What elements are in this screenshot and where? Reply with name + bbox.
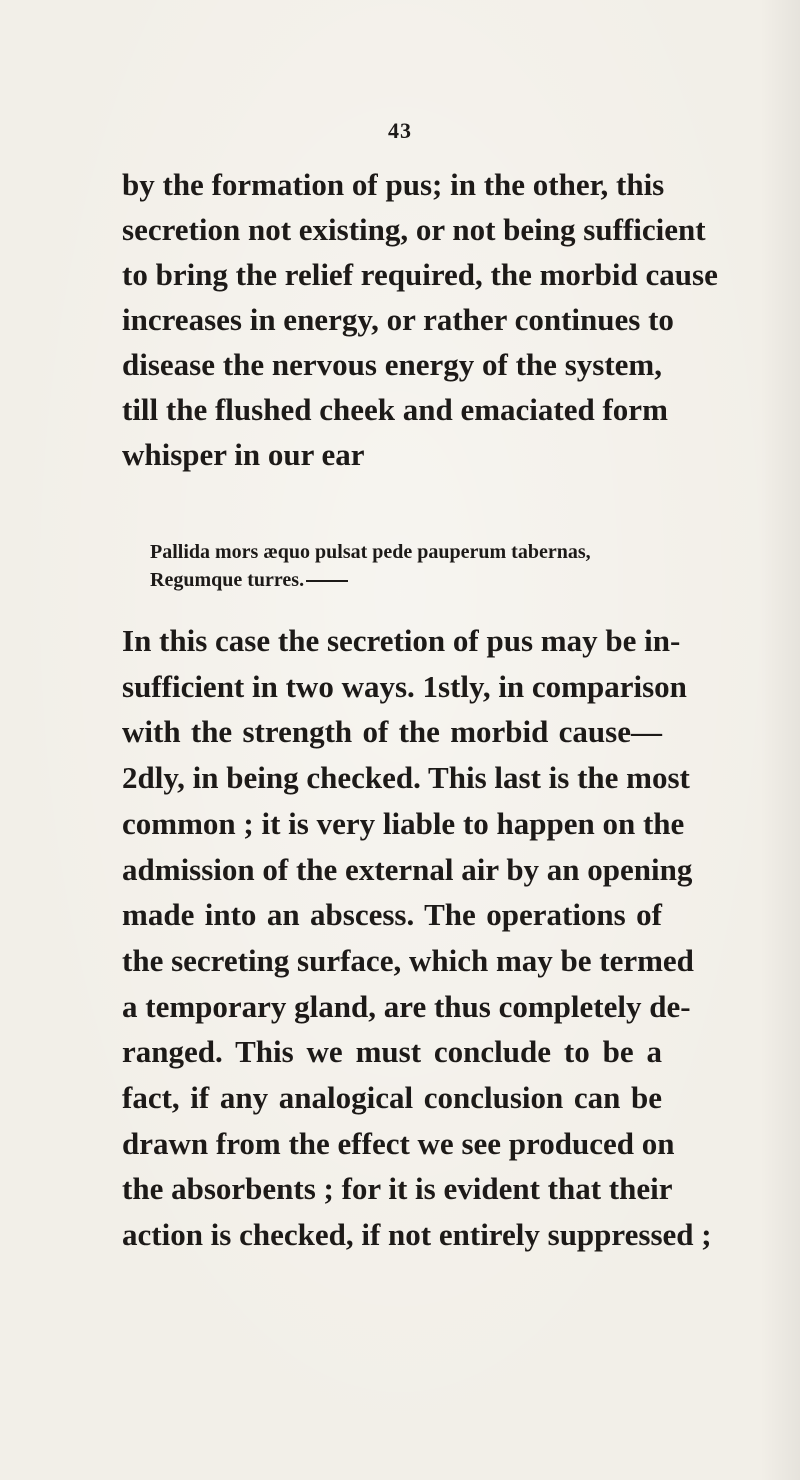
text-line: whisper in our ear — [122, 437, 365, 472]
text-line: fact, if any analogical conclusion can be — [122, 1080, 662, 1116]
text-line: disease the nervous energy of the system, — [122, 347, 662, 382]
quote-line-with-dash — [150, 566, 660, 594]
text-line: drawn from the effect we see produced on — [122, 1125, 675, 1161]
paragraph-2 — [122, 618, 712, 1258]
text-line: sufficient in two ways. 1stly, in comparison — [122, 668, 687, 704]
page-number: 43 — [388, 118, 412, 143]
text-line: a temporary gland, are thus completely de- — [122, 988, 691, 1024]
em-rule — [306, 580, 348, 582]
latin-quote — [150, 538, 660, 594]
quote-line: Regumque turres. — [150, 569, 305, 591]
text-line: made into an abscess. The operations of — [122, 897, 662, 933]
text-line: increases in energy, or rather continues to — [122, 302, 674, 337]
text-line: with the strength of the morbid cause— — [122, 714, 662, 750]
text-line: to bring the relief required, the morbid cause — [122, 257, 718, 292]
quote-line: Pallida mors æquo pulsat pede pauperum tabernas, — [150, 541, 591, 563]
text-line: 2dly, in being checked. This last is the most — [122, 760, 690, 796]
text-line: admission of the external air by an opening — [122, 851, 693, 887]
text-line: till the flushed cheek and emaciated form — [122, 392, 668, 427]
page-edge-shadow — [760, 0, 800, 1480]
text-line: the absorbents ; for it is evident that their — [122, 1171, 673, 1207]
text-line: secretion not existing, or not being sufficient — [122, 212, 706, 247]
text-line: by the formation of pus; in the other, this — [122, 167, 665, 202]
text-line: action is checked, if not entirely suppressed ; — [122, 1217, 712, 1253]
text-line: the secreting surface, which may be termed — [122, 942, 694, 978]
text-line: ranged. This we must conclude to be a — [122, 1034, 662, 1070]
text-line: In this case the secretion of pus may be in- — [122, 623, 681, 658]
text-line: common ; it is very liable to happen on the — [122, 805, 685, 841]
paragraph-1 — [122, 162, 718, 477]
